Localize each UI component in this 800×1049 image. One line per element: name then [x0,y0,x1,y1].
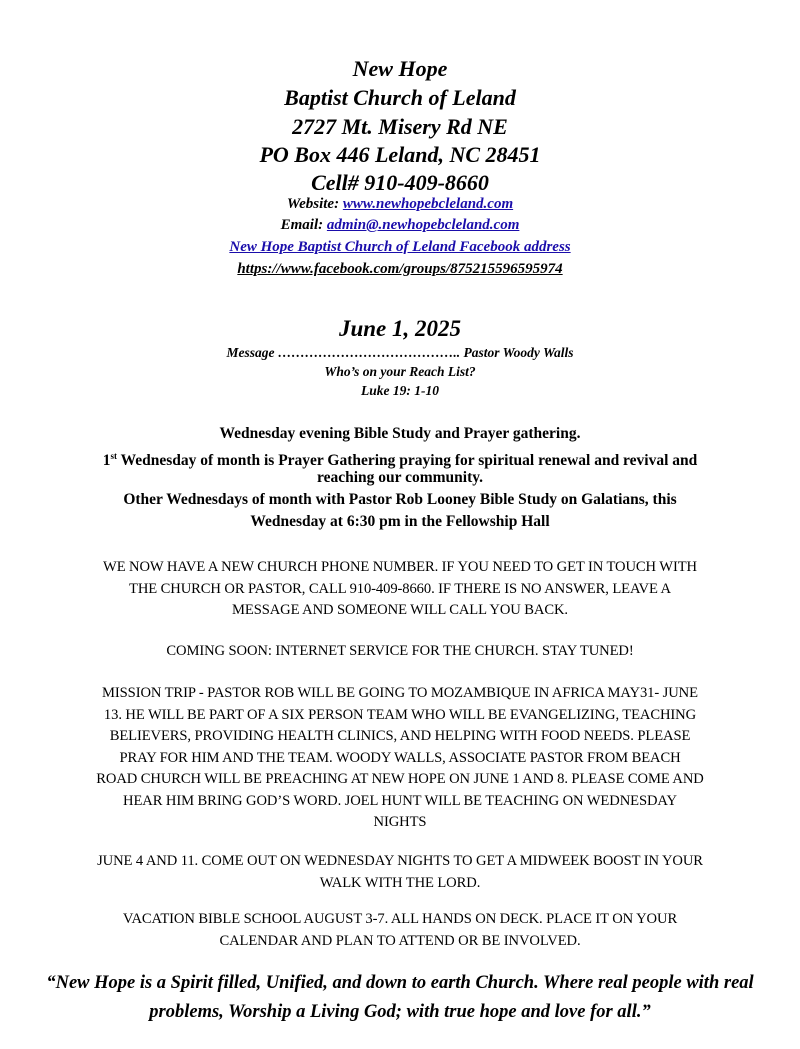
wednesday-line-5: Wednesday at 6:30 pm in the Fellowship Hall [250,513,550,530]
street-address: 2727 Mt. Misery Rd NE [292,114,508,139]
facebook-link[interactable]: New Hope Baptist Church of Leland Facebook address [229,239,571,255]
mission-line: MISSION TRIP - PASTOR ROB WILL BE GOING TO MOZAMBIQUE IN AFRICA MAY31- JUNE [102,685,698,701]
phone-line: MESSAGE AND SOMEONE WILL CALL YOU BACK. [232,602,568,618]
church-motto [10,969,790,1027]
wednesday-ordinal-suffix: st [110,451,117,461]
po-box-address: PO Box 446 Leland, NC 28451 [259,142,541,167]
church-name: New Hope [352,56,448,81]
facebook-url[interactable]: https://www.facebook.com/groups/875215596595974 [237,261,563,277]
vbs-line: VACATION BIBLE SCHOOL AUGUST 3-7. ALL HANDS ON DECK. PLACE IT ON YOUR [122,911,678,927]
june-line: WALK WITH THE LORD. [319,874,481,891]
facebook-line [20,236,780,258]
wednesday-ordinal: 1 [102,452,111,470]
website-line [20,193,780,215]
message-line: Message ………………………………….. Pastor Woody Walls [226,345,574,360]
website-label: Website: [286,196,340,212]
june-line: JUNE 4 AND 11. COME OUT ON WEDNESDAY NIGHTS TO GET A MIDWEEK BOOST IN YOUR [97,853,703,869]
motto-line: problems, Worship a Living God; with true hope and love for all.” [149,1002,651,1022]
church-name-full: Baptist Church of Leland [284,85,516,110]
service-date: June 1, 2025 [338,316,462,341]
website-link[interactable]: www.newhopebcleland.com [342,196,514,212]
mission-line: NIGHTS [373,814,427,830]
email-label: Email: [280,217,324,233]
june-announcement [20,851,780,894]
mission-line: BELIEVERS, PROVIDING HEALTH CLINICS, AND HELPING WITH FOOD NEEDS. PLEASE [109,728,691,744]
wednesday-line-4: Other Wednesdays of month with Pastor Rob Looney Bible Study on Galatians, this [123,491,677,508]
cell-phone: Cell# 910-409-8660 [311,170,489,195]
mission-line: ROAD CHURCH WILL BE PREACHING AT NEW HOPE ON JUNE 1 AND 8. PLEASE COME AND [96,771,704,787]
phone-line: WE NOW HAVE A NEW CHURCH PHONE NUMBER. IF YOU NEED TO GET IN TOUCH WITH [103,559,697,575]
wednesday-line-3: reaching our community. [316,469,484,486]
phone-line: THE CHURCH OR PASTOR, CALL 910-409-8660. IF THERE IS NO ANSWER, LEAVE A [129,580,671,597]
sermon-title: Who’s on your Reach List? [324,364,476,379]
internet-announcement: COMING SOON: INTERNET SERVICE FOR THE CHURCH. STAY TUNED! [166,643,634,659]
wednesday-line-2-text: Wednesday of month is Prayer Gathering praying for spiritual renewal and revival and [116,452,698,470]
email-link[interactable]: admin@.newhopebcleland.com [326,217,520,233]
vbs-line: CALENDAR AND PLAN TO ATTEND OR BE INVOLVED. [219,932,581,949]
mission-announcement [20,683,780,834]
email-line [20,214,780,236]
phone-announcement [20,557,780,622]
wednesday-line-1: Wednesday evening Bible Study and Prayer gathering. [219,425,581,442]
motto-line: “New Hope is a Spirit filled, Unified, and down to earth Church. Where real people with real [46,973,754,993]
mission-line: 13. HE WILL BE PART OF A SIX PERSON TEAM WHO WILL BE EVANGELIZING, TEACHING [103,706,697,723]
mission-line: HEAR HIM BRING GOD’S WORD. JOEL HUNT WILL BE TEACHING ON WEDNESDAY [123,792,677,809]
facebook-url-line [20,258,780,280]
mission-line: PRAY FOR HIM AND THE TEAM. WOODY WALLS, ASSOCIATE PASTOR FROM BEACH [119,749,681,766]
scripture-reference: Luke 19: 1-10 [361,383,439,398]
vbs-announcement [20,909,780,952]
